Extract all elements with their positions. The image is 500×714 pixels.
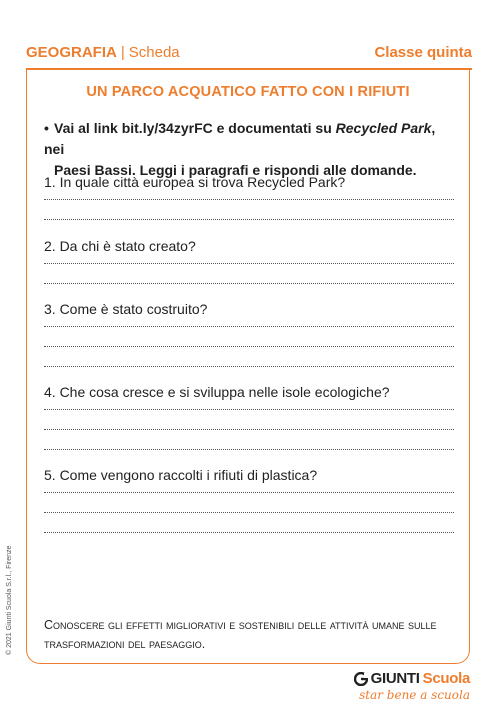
- question-5: 5. Come vengono raccolti i rifiuti di plastica?: [44, 467, 318, 483]
- answer-line[interactable]: [44, 262, 454, 264]
- instruction-italic: Recycled Park: [335, 120, 432, 136]
- question-3: 3. Come è stato costruito?: [44, 301, 208, 317]
- subject-name: GEOGRAFIA: [26, 44, 117, 61]
- copyright-notice: © 2021 Giunti Scuola S.r.l., Firenze: [6, 545, 13, 655]
- answer-line[interactable]: [44, 365, 454, 367]
- learning-objective: Conoscere gli effetti migliorativi e sostenibili delle attività umane sulle trasformazioni del paesaggio.: [44, 618, 437, 651]
- question-4: 4. Che cosa cresce e si sviluppa nelle isole ecologiche?: [44, 384, 390, 400]
- worksheet-card: [26, 70, 470, 664]
- question-1: 1. In quale città europea si trova Recycled Park?: [44, 174, 346, 190]
- logo-brand: GIUNTI: [370, 670, 420, 687]
- answer-line[interactable]: [44, 198, 454, 200]
- answer-line[interactable]: [44, 428, 454, 430]
- grade-label: Classe quinta: [374, 44, 472, 61]
- logo-brand-accent: Scuola: [422, 670, 470, 687]
- header-separator: |: [120, 44, 125, 61]
- logo-tagline: star bene a scuola: [359, 688, 470, 702]
- answer-line[interactable]: [44, 325, 454, 327]
- bullet: •: [44, 120, 49, 136]
- page-header: [26, 44, 472, 64]
- subject-label: [26, 44, 180, 61]
- answer-line[interactable]: [44, 218, 454, 220]
- instruction: [44, 118, 454, 181]
- publisher-logo: [354, 670, 470, 702]
- question-2: 2. Da chi è stato creato?: [44, 238, 196, 254]
- worksheet-title: UN PARCO ACQUATICO FATTO CON I RIFIUTI: [86, 84, 410, 100]
- giunti-g-icon: [354, 672, 368, 686]
- instruction-part1: Vai al link bit.ly/34zyrFC e documentati su: [54, 120, 336, 136]
- answer-line[interactable]: [44, 448, 454, 450]
- answer-line[interactable]: [44, 345, 454, 347]
- answer-line[interactable]: [44, 282, 454, 284]
- answer-line[interactable]: [44, 491, 454, 493]
- answer-line[interactable]: [44, 531, 454, 533]
- instruction-part2: , nei: [44, 120, 436, 157]
- sheet-kind: Scheda: [128, 44, 180, 61]
- instruction-line2: Paesi Bassi. Leggi i paragrafi e rispondi alle domande.: [54, 162, 417, 178]
- answer-line[interactable]: [44, 408, 454, 410]
- answer-line[interactable]: [44, 511, 454, 513]
